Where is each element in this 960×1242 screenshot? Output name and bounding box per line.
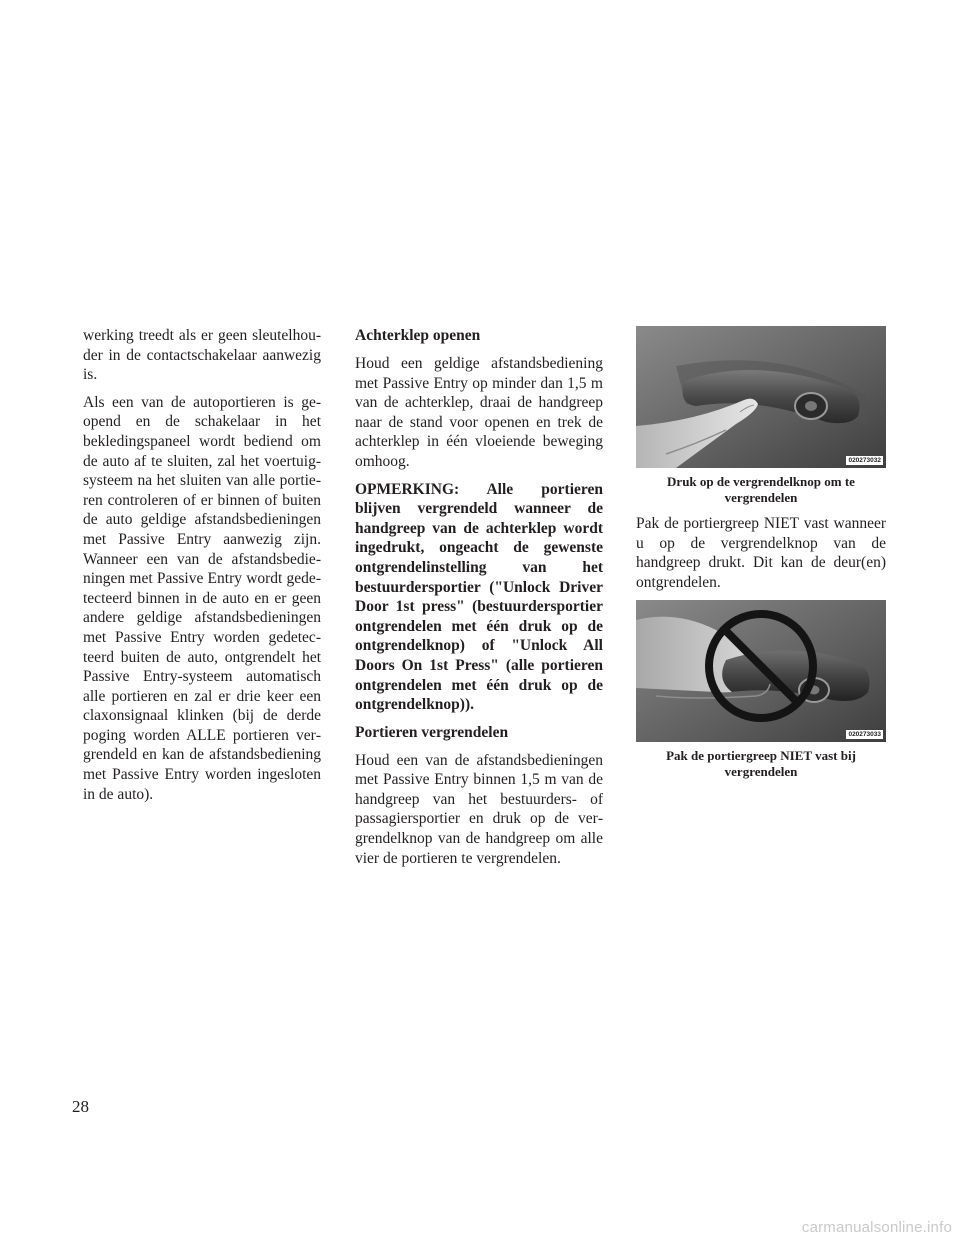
figure-press-lock-button xyxy=(636,326,886,468)
paragraph-do-not-grip: Pak de portiergreep NIET vast wanneer u op de vergrendelknop van de handgreep drukt. Dit kan de deur(en) ontgrendelen. xyxy=(636,515,886,591)
heading-lock-doors: Portieren vergrendelen xyxy=(355,723,509,741)
paragraph-liftgate-open: Houd een geldige afstandsbediening met Passive Entry op minder dan 1,5 m van de achterklep, draai de handgreep naar de stand voor openen en trek de achterklep in één vloeiende beweging omhoog. xyxy=(355,355,603,470)
finger-pressing-door-handle-icon xyxy=(636,326,886,468)
page-number: 28 xyxy=(72,1097,89,1116)
paragraph-lock-doors: Houd een van de afstandsbedieningen met Passive Entry binnen 1,5 m van de handgreep van het bestuurders- of passagiersportier en druk op de vergrendelknop van de handgreep om alle vier de portieren te vergrendelen. xyxy=(355,751,603,867)
heading-liftgate-open: Achterklep openen xyxy=(355,327,481,344)
column-middle xyxy=(355,326,603,876)
note-liftgate: OPMERKING: Alle portieren blijven vergrendeld wanneer de handgreep van de achterklep wordt ingedrukt, ongeacht de gewenste ontgrendelinstelling van het bestuurdersportier ("Unlock Driver Door 1st press" (bestuurdersportier ontgrendelen met één druk op de ontgrendelknop) of "Unlock All Doors On 1st Press" (alle portieren ontgrendelen met één druk op de ontgrendelknop)). xyxy=(355,480,603,714)
paragraph-sensor-note: werking treedt als er geen sleutelhouder in de contactschakelaar aanwezig is. xyxy=(83,327,321,384)
watermark: carmanualsonline.info xyxy=(801,1219,952,1236)
paragraph-door-open-lock: Als een van de autoportieren is geopend en de schakelaar in het bekledingspaneel wordt bediend om de auto af te sluiten, zal het voertuigsysteem na het sluiten van alle portieren controleren of er binnen of buiten de auto geldige afstandsbedieningen met Passive Entry aanwezig zijn. Wanneer een van de afstandsbedieningen met Passive Entry wordt gedetecteerd binnen in de auto en er geen andere geldige afstandsbedieningen met Passive Entry worden gedetecteerd buiten de auto, ontgrendelt het Passive Entry-systeem automatisch alle portieren en zal er drie keer een claxonsignaal klinken (bij de derde poging worden ALLE portieren vergrendeld en kan de afstandsbediening met Passive Entry worden ingesloten in de auto). xyxy=(83,393,321,803)
column-left xyxy=(83,326,321,812)
figure-code: 020273033 xyxy=(848,731,881,739)
figure-do-not-grip-handle xyxy=(636,600,886,742)
prohibited-grip-icon xyxy=(636,600,886,742)
figure-code: 020273032 xyxy=(848,457,881,464)
figure-caption: Druk op de vergrendelknop om te vergrendelen xyxy=(667,474,855,505)
column-right xyxy=(636,326,886,788)
figure-caption: Pak de portiergreep NIET vast bij vergrendelen xyxy=(666,748,856,780)
